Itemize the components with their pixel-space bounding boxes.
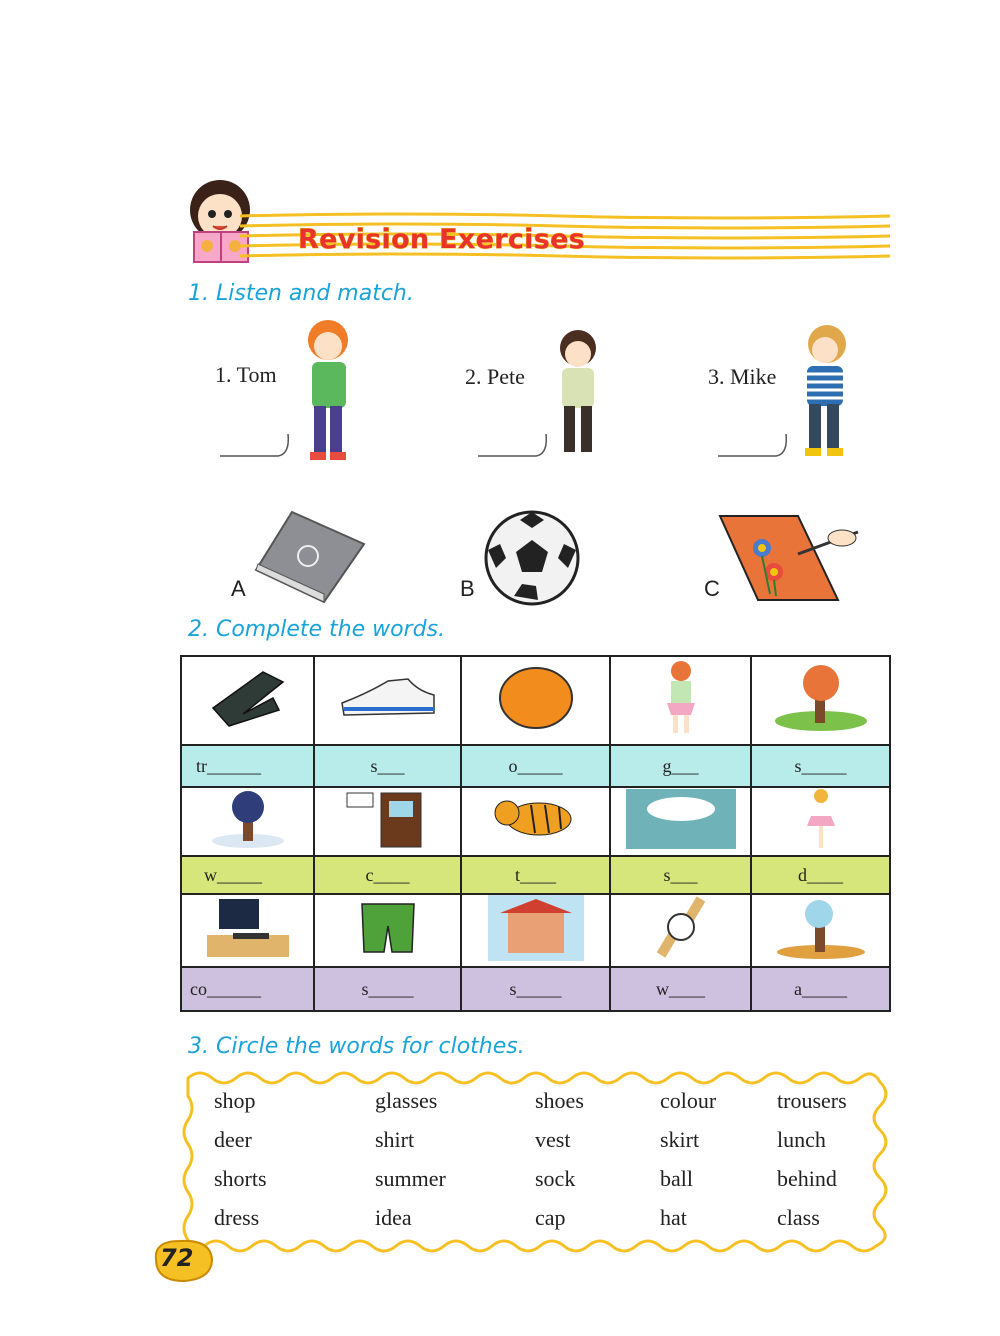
picture-cell-classroom: [314, 787, 461, 856]
girl-icon: [661, 659, 701, 737]
word-option[interactable]: hat: [660, 1205, 687, 1230]
tiger-icon: [491, 789, 581, 849]
word-option[interactable]: glasses: [375, 1088, 438, 1113]
winter-tree-icon: [208, 789, 288, 849]
section-2-heading: 2. Complete the words.: [188, 617, 446, 642]
drawing-flowers-illustration[interactable]: [718, 514, 864, 602]
word-option[interactable]: behind: [777, 1166, 837, 1191]
person-label-mike: 3. Mike: [708, 364, 777, 389]
option-letter-b: B: [460, 576, 475, 601]
picture-cell-girl: [610, 656, 751, 745]
word-option[interactable]: trousers: [777, 1088, 847, 1113]
word-option[interactable]: shirt: [375, 1127, 415, 1152]
boy-pete-illustration: [548, 326, 608, 460]
picture-cell-shoes: [314, 656, 461, 745]
picture-cell-school: [461, 894, 610, 967]
word-option[interactable]: ball: [660, 1166, 693, 1191]
orange-icon: [496, 665, 576, 731]
word-blank[interactable]: w_____: [204, 864, 262, 885]
word-blank[interactable]: o_____: [508, 755, 563, 776]
spring-tree-icon: [771, 663, 871, 733]
word-option[interactable]: dress: [214, 1205, 260, 1230]
boy-mike-illustration: [793, 322, 857, 462]
word-completion-table: [180, 655, 891, 1012]
picture-cell-autumn-tree: [751, 894, 890, 967]
word-option[interactable]: idea: [375, 1205, 412, 1230]
picture-cell-computer: [181, 894, 314, 967]
picture-cell-dancer: [751, 787, 890, 856]
answer-blank-tom[interactable]: [218, 430, 293, 460]
computer-icon: [203, 895, 293, 961]
word-blank[interactable]: g___: [662, 755, 699, 776]
word-blank[interactable]: co______: [190, 978, 261, 999]
picture-cell-shorts: [314, 894, 461, 967]
word-blank[interactable]: s_____: [794, 755, 847, 776]
word-blank[interactable]: s___: [370, 755, 405, 776]
picture-cell-snow: [610, 787, 751, 856]
book-illustration[interactable]: [252, 510, 367, 605]
word-option[interactable]: class: [777, 1205, 820, 1230]
word-option[interactable]: vest: [535, 1127, 571, 1152]
word-option[interactable]: shoes: [535, 1088, 584, 1113]
picture-cell-trousers: [181, 656, 314, 745]
word-blank[interactable]: c____: [365, 864, 410, 885]
word-blank[interactable]: tr______: [196, 755, 261, 776]
football-illustration[interactable]: [484, 510, 580, 606]
word-blank[interactable]: d____: [798, 864, 843, 885]
boy-tom-illustration: [298, 316, 362, 464]
answer-blank-mike[interactable]: [716, 430, 791, 460]
person-label-pete: 2. Pete: [465, 364, 525, 389]
section-3-heading: 3. Circle the words for clothes.: [188, 1034, 525, 1059]
picture-cell-spring-tree: [751, 656, 890, 745]
option-letter-a: A: [231, 576, 246, 601]
word-option[interactable]: shorts: [214, 1166, 267, 1191]
option-letter-c: C: [704, 576, 720, 601]
word-blank[interactable]: s_____: [361, 978, 414, 999]
word-option[interactable]: deer: [214, 1127, 252, 1152]
word-blank[interactable]: t____: [514, 864, 556, 885]
word-option[interactable]: colour: [660, 1088, 717, 1113]
picture-cell-watch: [610, 894, 751, 967]
word-blank[interactable]: a_____: [794, 978, 847, 999]
shoe-icon: [338, 673, 438, 723]
person-label-tom: 1. Tom: [215, 362, 277, 387]
word-option[interactable]: skirt: [660, 1127, 700, 1152]
word-option[interactable]: sock: [535, 1166, 576, 1191]
snow-icon: [626, 789, 736, 849]
autumn-tree-icon: [773, 896, 869, 960]
dancer-icon: [801, 788, 841, 850]
answer-blank-pete[interactable]: [476, 430, 551, 460]
page-number: 72: [160, 1244, 194, 1272]
word-blank[interactable]: s___: [663, 864, 698, 885]
picture-cell-orange: [461, 656, 610, 745]
classroom-door-icon: [343, 789, 433, 849]
watch-icon: [651, 895, 711, 961]
word-option[interactable]: lunch: [777, 1127, 826, 1152]
word-option[interactable]: shop: [214, 1088, 256, 1113]
word-blank[interactable]: s_____: [509, 978, 562, 999]
word-option[interactable]: cap: [535, 1205, 566, 1230]
shorts-icon: [358, 900, 418, 956]
trousers-icon: [203, 668, 293, 728]
page-title: Revision Exercises: [298, 224, 586, 255]
word-option[interactable]: summer: [375, 1166, 446, 1191]
section-1-heading: 1. Listen and match.: [188, 281, 414, 306]
word-blank[interactable]: w____: [656, 978, 705, 999]
picture-cell-winter-tree: [181, 787, 314, 856]
picture-cell-tiger: [461, 787, 610, 856]
school-icon: [488, 895, 584, 961]
